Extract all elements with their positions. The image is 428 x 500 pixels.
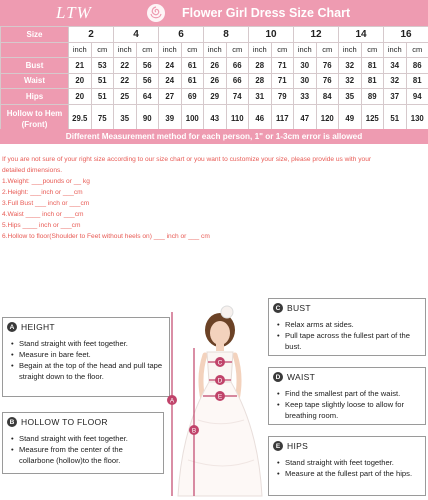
guide-bullet: • Stand straight with feet together. bbox=[11, 433, 157, 444]
value-cell: 69 bbox=[181, 89, 204, 105]
value-cell: 90 bbox=[136, 104, 159, 133]
hips-row bbox=[1, 89, 428, 105]
value-cell: 35 bbox=[114, 104, 137, 133]
instruction-line: 6.Hollow to floor(Shoulder to Feet without heels on) ___ inch or ___ cm bbox=[2, 233, 210, 240]
instruction-line: 1.Weight: ___pounds or __ kg bbox=[2, 178, 90, 185]
guide-bullet: • Measure in bare feet. bbox=[11, 349, 163, 360]
hips-guide-box bbox=[268, 436, 426, 496]
value-cell: 29.5 bbox=[69, 104, 92, 133]
hollow-to-floor-guide-box bbox=[2, 412, 164, 474]
size-cell: 16 bbox=[384, 27, 428, 43]
value-cell: 24 bbox=[159, 58, 182, 74]
marker-a-label: A bbox=[169, 397, 175, 405]
value-cell: 31 bbox=[249, 89, 272, 105]
instruction-line: 2.Height: ___inch or ___cm bbox=[2, 189, 83, 196]
rose-icon bbox=[145, 2, 167, 24]
value-cell: 32 bbox=[384, 73, 407, 89]
value-cell: 110 bbox=[226, 104, 249, 133]
value-cell: 66 bbox=[226, 58, 249, 74]
size-label: Size bbox=[1, 27, 69, 43]
size-cell: 10 bbox=[249, 27, 294, 43]
value-cell: 120 bbox=[316, 104, 339, 133]
value-cell: 20 bbox=[69, 89, 92, 105]
instruction-line: If you are not sure of your right size according to our size chart or you want to customize your size, please provide us with your bbox=[2, 156, 372, 163]
brand-logo: LTW bbox=[56, 3, 92, 22]
unit-cell: inch bbox=[339, 42, 362, 58]
guide-bullet: • Find the smallest part of the waist. bbox=[277, 388, 417, 399]
value-cell: 94 bbox=[406, 89, 428, 105]
letter-badge: A bbox=[7, 322, 17, 332]
value-cell: 81 bbox=[406, 73, 428, 89]
value-cell: 100 bbox=[181, 104, 204, 133]
letter-badge: E bbox=[273, 441, 283, 451]
marker-c bbox=[215, 357, 225, 367]
size-cell: 8 bbox=[204, 27, 249, 43]
letter-badge: D bbox=[273, 372, 283, 382]
marker-b-label: B bbox=[191, 427, 197, 435]
marker-c-label: C bbox=[217, 359, 223, 367]
value-cell: 84 bbox=[316, 89, 339, 105]
value-cell: 53 bbox=[91, 58, 114, 74]
value-cell: 56 bbox=[136, 58, 159, 74]
value-cell: 27 bbox=[159, 89, 182, 105]
value-cell: 30 bbox=[294, 73, 317, 89]
unit-cell: inch bbox=[114, 42, 137, 58]
value-cell: 125 bbox=[361, 104, 384, 133]
unit-cell: cm bbox=[91, 42, 114, 58]
value-cell: 34 bbox=[384, 58, 407, 74]
value-cell: 30 bbox=[294, 58, 317, 74]
unit-cell: cm bbox=[136, 42, 159, 58]
height-guide-box bbox=[2, 317, 170, 397]
value-cell: 46 bbox=[249, 104, 272, 133]
value-cell: 35 bbox=[339, 89, 362, 105]
bust-guide-box bbox=[268, 298, 426, 356]
size-chart-table bbox=[0, 26, 428, 134]
marker-b bbox=[189, 425, 199, 435]
guide-title: BUST bbox=[287, 303, 311, 313]
guide-bullet: • Pull tape across the fullest part of the bust. bbox=[277, 330, 415, 352]
chart-header bbox=[0, 0, 428, 26]
guide-title: HIPS bbox=[287, 441, 309, 451]
marker-e bbox=[215, 391, 225, 401]
bust-row bbox=[1, 58, 428, 74]
letter-badge: B bbox=[7, 417, 17, 427]
unit-row bbox=[1, 42, 428, 58]
value-cell: 26 bbox=[204, 73, 227, 89]
unit-cell: cm bbox=[361, 42, 384, 58]
value-cell: 51 bbox=[384, 104, 407, 133]
letter-badge: C bbox=[273, 303, 283, 313]
value-cell: 51 bbox=[91, 73, 114, 89]
guide-bullet: • Relax arms at sides. bbox=[277, 319, 415, 330]
value-cell: 24 bbox=[159, 73, 182, 89]
guide-title: WAIST bbox=[287, 372, 316, 382]
value-cell: 86 bbox=[406, 58, 428, 74]
instruction-line: 5.Hips ____ inch or ___cm bbox=[2, 222, 81, 229]
guide-title: HOLLOW TO FLOOR bbox=[21, 417, 108, 427]
row-label: Hips bbox=[1, 89, 69, 105]
guide-bullet: • Measure from the center of the collarbone (hollow)to the floor. bbox=[11, 444, 157, 466]
value-cell: 29 bbox=[204, 89, 227, 105]
value-cell: 22 bbox=[114, 73, 137, 89]
value-cell: 21 bbox=[69, 58, 92, 74]
value-cell: 76 bbox=[316, 73, 339, 89]
size-cell: 6 bbox=[159, 27, 204, 43]
value-cell: 79 bbox=[271, 89, 294, 105]
flower-girl-figure bbox=[158, 300, 268, 500]
unit-label-empty bbox=[1, 42, 69, 58]
value-cell: 130 bbox=[406, 104, 428, 133]
value-cell: 26 bbox=[204, 58, 227, 74]
unit-cell: cm bbox=[226, 42, 249, 58]
value-cell: 75 bbox=[91, 104, 114, 133]
size-cell: 2 bbox=[69, 27, 114, 43]
unit-cell: cm bbox=[406, 42, 428, 58]
waist-row bbox=[1, 73, 428, 89]
unit-cell: inch bbox=[384, 42, 407, 58]
value-cell: 89 bbox=[361, 89, 384, 105]
marker-d bbox=[215, 375, 225, 385]
value-cell: 22 bbox=[114, 58, 137, 74]
custom-size-instructions bbox=[2, 154, 426, 242]
value-cell: 51 bbox=[91, 89, 114, 105]
value-cell: 25 bbox=[114, 89, 137, 105]
instruction-line: 4.Waist ____ inch or ___cm bbox=[2, 211, 84, 218]
value-cell: 61 bbox=[181, 73, 204, 89]
size-row bbox=[1, 27, 428, 43]
chart-title: Flower Girl Dress Size Chart bbox=[182, 6, 351, 20]
guide-title: HEIGHT bbox=[21, 322, 55, 332]
value-cell: 71 bbox=[271, 73, 294, 89]
row-label: Bust bbox=[1, 58, 69, 74]
value-cell: 74 bbox=[226, 89, 249, 105]
size-cell: 4 bbox=[114, 27, 159, 43]
unit-cell: cm bbox=[316, 42, 339, 58]
face-shape bbox=[210, 321, 230, 345]
row-label: Waist bbox=[1, 73, 69, 89]
waist-guide-box bbox=[268, 367, 426, 425]
value-cell: 81 bbox=[361, 73, 384, 89]
marker-e-label: E bbox=[217, 393, 223, 401]
guide-bullet: • Keep tape slightly loose to allow for breathing room. bbox=[277, 399, 417, 421]
size-cell: 14 bbox=[339, 27, 384, 43]
guide-bullet: • Measure at the fullest part of the hips. bbox=[277, 468, 419, 479]
guide-bullet: • Stand straight with feet together. bbox=[277, 457, 419, 468]
value-cell: 61 bbox=[181, 58, 204, 74]
unit-cell: inch bbox=[204, 42, 227, 58]
value-cell: 117 bbox=[271, 104, 294, 133]
measurement-note: Different Measurement method for each person, 1" or 1-3cm error is allowed bbox=[0, 129, 428, 144]
guide-bullet: • Begain at the top of the head and pull tape straight down to the floor. bbox=[11, 360, 163, 382]
instruction-line: detailed dimensions. bbox=[2, 167, 63, 174]
unit-cell: cm bbox=[181, 42, 204, 58]
value-cell: 71 bbox=[271, 58, 294, 74]
size-cell: 12 bbox=[294, 27, 339, 43]
instruction-line: 3.Full Bust ___ inch or ___cm bbox=[2, 200, 90, 207]
guide-bullet: • Stand straight with feet together. bbox=[11, 338, 163, 349]
value-cell: 76 bbox=[316, 58, 339, 74]
row-label: Hollow to Hem (Front) bbox=[1, 104, 69, 133]
value-cell: 39 bbox=[159, 104, 182, 133]
value-cell: 20 bbox=[69, 73, 92, 89]
value-cell: 81 bbox=[361, 58, 384, 74]
unit-cell: inch bbox=[294, 42, 317, 58]
hair-flower-shape bbox=[221, 306, 233, 318]
unit-cell: inch bbox=[249, 42, 272, 58]
value-cell: 32 bbox=[339, 58, 362, 74]
value-cell: 43 bbox=[204, 104, 227, 133]
value-cell: 47 bbox=[294, 104, 317, 133]
unit-cell: inch bbox=[69, 42, 92, 58]
value-cell: 49 bbox=[339, 104, 362, 133]
value-cell: 64 bbox=[136, 89, 159, 105]
marker-a bbox=[167, 395, 177, 405]
value-cell: 28 bbox=[249, 58, 272, 74]
marker-d-label: D bbox=[217, 377, 223, 385]
value-cell: 37 bbox=[384, 89, 407, 105]
value-cell: 32 bbox=[339, 73, 362, 89]
value-cell: 28 bbox=[249, 73, 272, 89]
unit-cell: inch bbox=[159, 42, 182, 58]
value-cell: 66 bbox=[226, 73, 249, 89]
value-cell: 56 bbox=[136, 73, 159, 89]
value-cell: 33 bbox=[294, 89, 317, 105]
unit-cell: cm bbox=[271, 42, 294, 58]
